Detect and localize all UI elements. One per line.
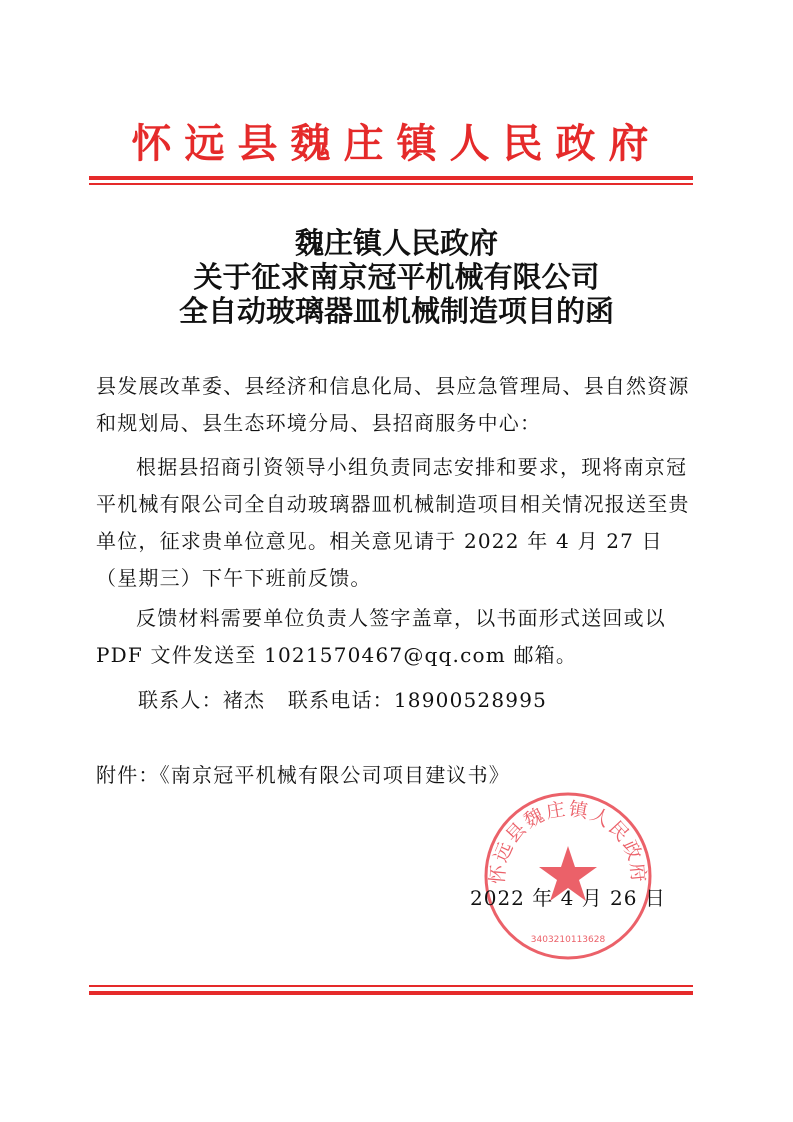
seal-code: 3403210113628 (530, 935, 606, 945)
masthead-rule-thin (89, 183, 693, 185)
paragraph-2: 反馈材料需要单位负责人签字盖章，以书面形式送回或以 PDF 文件发送至 1021570467@qq.com 邮箱。 (96, 606, 666, 667)
footer-rule-thick (89, 991, 693, 995)
contact-line: 联系人：褚杰 联系电话：18900528995 (138, 688, 548, 712)
footer-rule-thin (89, 985, 693, 987)
title-line-1: 魏庄镇人民政府 (294, 226, 498, 260)
title-line-3: 全自动玻璃器皿机械制造项目的函 (178, 294, 614, 328)
addressee: 县发展改革委、县经济和信息化局、县应急管理局、县自然资源和规划局、县生态环境分局、县招商服务中心： (96, 374, 690, 435)
masthead-rule-thick (89, 176, 693, 180)
issue-date: 2022 年 4 月 26 日 (470, 886, 666, 910)
title-line-2: 关于征求南京冠平机械有限公司 (193, 260, 600, 294)
attachment-line: 附件：《南京冠平机械有限公司项目建议书》 (96, 763, 510, 787)
document-title (0, 226, 793, 328)
paragraph-1: 根据县招商引资领导小组负责同志安排和要求，现将南京冠平机械有限公司全自动玻璃器皿机械制造项目相关情况报送至贵单位，征求贵单位意见。相关意见请于 2022 年 4 月 27 日（星期三）下午下班前反馈。 (96, 455, 690, 590)
official-seal (482, 790, 654, 962)
masthead-title: 怀远县魏庄镇人民政府 (131, 120, 662, 167)
seal-arc-text: 怀远县魏庄镇人民政府 (486, 798, 650, 885)
